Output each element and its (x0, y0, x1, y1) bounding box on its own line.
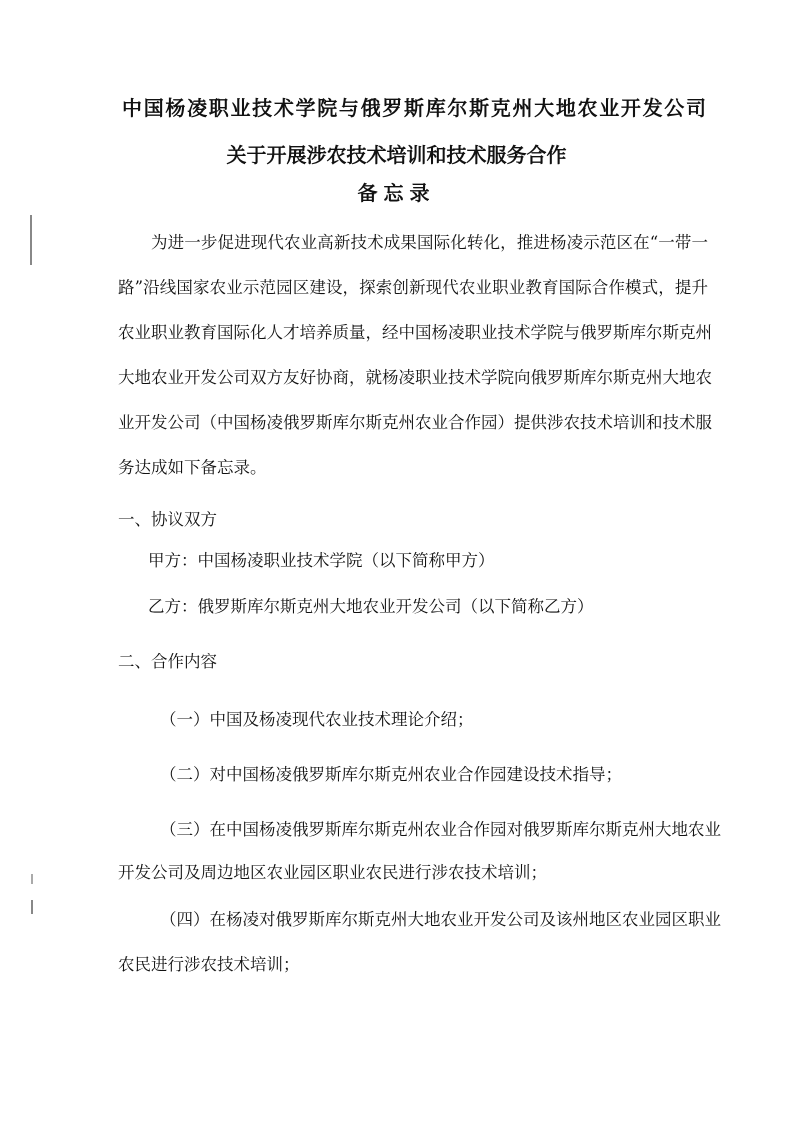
title-line-2: 关于开展涉农技术培训和技术服务合作 (226, 143, 567, 167)
section-heading: 二、合作内容 (118, 652, 217, 671)
list-item: （四）在杨凌对俄罗斯库尔斯克州大地农业开发公司及该州地区农业园区职业 (160, 910, 721, 929)
party-a: 甲方：中国杨凌职业技术学院（以下简称甲方） (148, 551, 495, 570)
party-b: 乙方：俄罗斯库尔斯克州大地农业开发公司（以下简称乙方） (148, 597, 594, 616)
section-heading: 一、协议双方 (118, 510, 217, 529)
list-item-continued: 农民进行涉农技术培训； (118, 955, 300, 974)
scan-mark (31, 900, 33, 914)
scan-mark (31, 874, 33, 884)
list-item: （二）对中国杨凌俄罗斯库尔斯克州农业合作园建设技术指导； (160, 765, 622, 784)
intro-line: 农业职业教育国际化人才培养质量，经中国杨凌职业技术学院与俄罗斯库尔斯克州 (118, 323, 712, 342)
title-line-3: 备忘录 (357, 181, 436, 205)
intro-line: 大地农业开发公司双方友好协商，就杨凌职业技术学院向俄罗斯库尔斯克州大地农 (118, 368, 712, 387)
list-item: （三）在中国杨凌俄罗斯库尔斯克州农业合作园对俄罗斯库尔斯克州大地农业 (160, 820, 721, 839)
intro-line: 路”沿线国家农业示范园区建设，探索创新现代农业职业教育国际合作模式，提升 (118, 278, 708, 297)
list-item: （一）中国及杨凌现代农业技术理论介绍； (160, 710, 474, 729)
intro-line: 为进一步促进现代农业高新技术成果国际化转化，推进杨凌示范区在“一带一 (151, 233, 708, 252)
title-line-1: 中国杨凌职业技术学院与俄罗斯库尔斯克州大地农业开发公司 (122, 96, 706, 120)
list-item-continued: 开发公司及周边地区农业园区职业农民进行涉农技术培训； (118, 863, 547, 882)
scan-mark (30, 215, 32, 265)
intro-line: 业开发公司（中国杨凌俄罗斯库尔斯克州农业合作园）提供涉农技术培训和技术服 (118, 413, 712, 432)
intro-line: 务达成如下备忘录。 (118, 458, 267, 477)
